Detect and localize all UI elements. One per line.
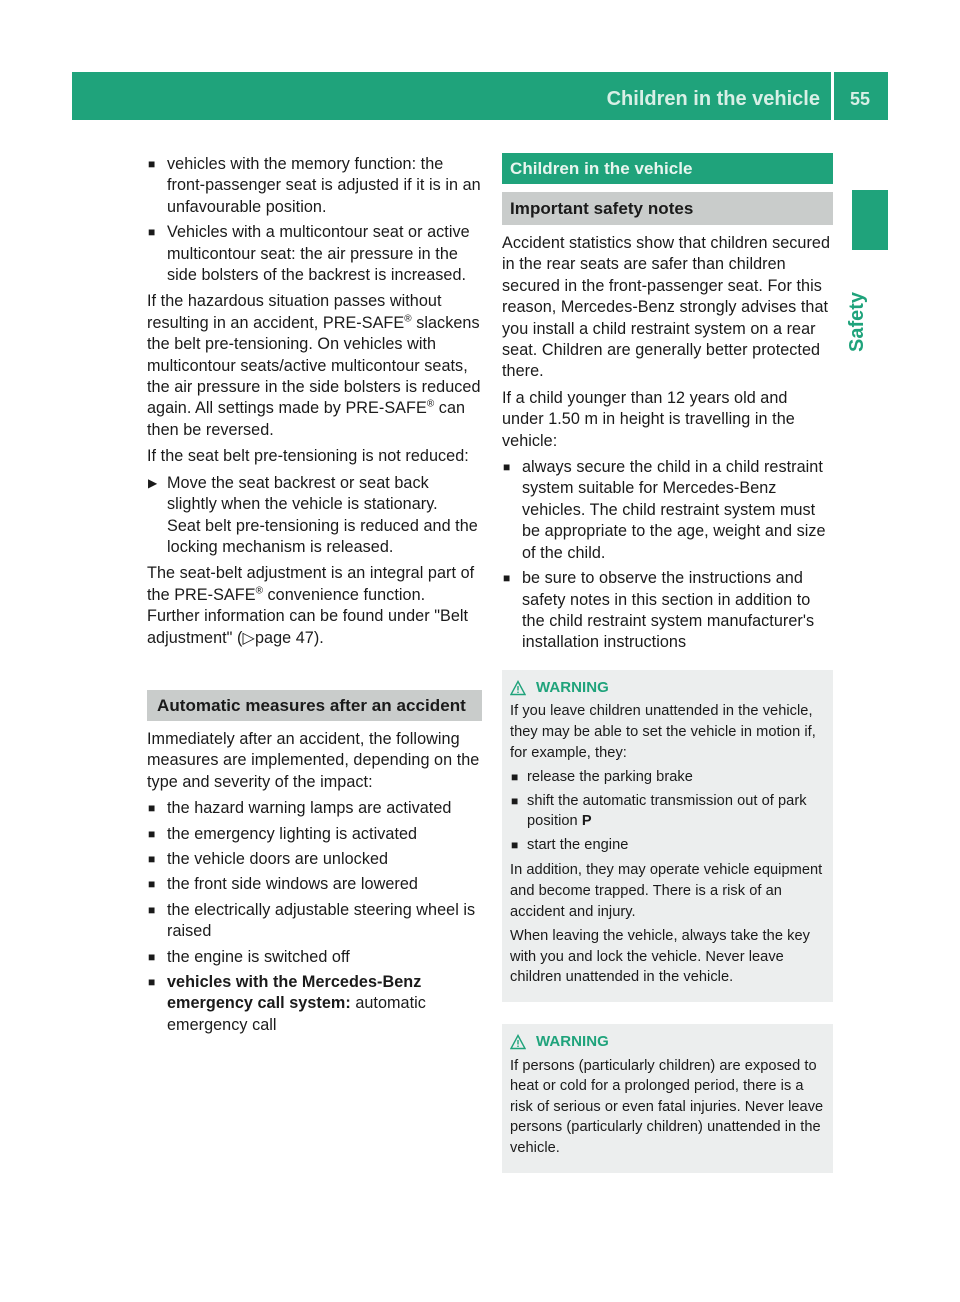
registered-mark: ® bbox=[426, 399, 435, 411]
bullet-icon: ■ bbox=[148, 877, 156, 892]
bullet-icon: ■ bbox=[511, 837, 519, 852]
bullet-list bbox=[502, 457, 833, 654]
bullet-icon: ■ bbox=[148, 851, 156, 866]
warning-title: WARNING bbox=[510, 678, 825, 699]
list-item: ■ vehicles with the Mercedes-Benz emergency call system: automatic emergency call bbox=[148, 973, 426, 1034]
section-tab bbox=[852, 190, 888, 250]
list-item: ■ be sure to observe the instructions and safety notes in this section in addition to the child restraint system manufacturer's installation instructions bbox=[503, 569, 815, 652]
list-item: ■ vehicles with the memory function: the front-passenger seat is adjusted if it is in an unfavourable position. bbox=[148, 155, 481, 216]
warning-title: WARNING bbox=[510, 1032, 825, 1053]
registered-mark: ® bbox=[255, 585, 263, 597]
page-ref-icon: ▷ bbox=[242, 628, 255, 647]
step-result: Seat belt pre-tensioning is reduced and the locking mechanism is released. bbox=[167, 516, 478, 556]
list-item: ■ the electrically adjustable steering wheel is raised bbox=[148, 900, 476, 941]
list-item: ■ shift the automatic transmission out of park position P bbox=[511, 792, 807, 830]
page-reference-link[interactable]: page 47 bbox=[254, 628, 314, 647]
page-header bbox=[72, 72, 888, 120]
paragraph: If the hazardous situation passes without resulting in an accident, PRE-SAFE® slackens the belt pre-tensioning. On vehicles with multicontour seats/active multicontour seats, the air pressure in the side bolsters is reduced again. All settings made by PRE-SAFE® can then be reversed. bbox=[147, 292, 481, 439]
paragraph: If the seat belt pre-tensioning is not reduced: bbox=[147, 447, 469, 466]
instruction-step: ▶ Move the seat backrest or seat back slightly when the vehicle is stationary. Seat belt pre-tensioning is reduced and the locking mechanism is released. bbox=[148, 473, 478, 556]
arrow-right-icon: ▶ bbox=[148, 475, 158, 490]
bullet-icon: ■ bbox=[148, 157, 156, 171]
list-item: ■ Vehicles with a multicontour seat or active multicontour seat: the air pressure in the side bolsters of the backrest is increased. bbox=[148, 223, 470, 285]
bullet-list bbox=[147, 154, 482, 286]
bullet-icon: ■ bbox=[148, 902, 156, 917]
bullet-icon: ■ bbox=[148, 975, 156, 989]
warning-box bbox=[502, 670, 833, 1002]
paragraph: Accident statistics show that children secured in the rear seats are safer than children secured in the front-passenger seat. For this reason, Mercedes-Benz strongly advises that you install a child restraint system on a rear seat. Children are generally better protected there. bbox=[502, 234, 831, 381]
warning-triangle-icon bbox=[510, 1034, 526, 1050]
left-column bbox=[147, 154, 482, 1041]
subsection-heading: Important safety notes bbox=[502, 192, 833, 225]
bullet-icon: ■ bbox=[148, 949, 156, 964]
bullet-icon: ■ bbox=[148, 826, 156, 841]
list-item: ■ always secure the child in a child restraint system suitable for Mercedes-Benz vehicles. The child restraint system must be appropriate to the age, weight and size of the child. bbox=[503, 458, 826, 562]
list-item: ■ the engine is switched off bbox=[147, 947, 482, 968]
bullet-icon: ■ bbox=[148, 801, 156, 816]
list-item: ■ the emergency lighting is activated bbox=[147, 824, 482, 845]
paragraph: The seat-belt adjustment is an integral part of the PRE-SAFE® convenience function. Further information can be found under "Belt adjustment" (▷page 47). bbox=[147, 564, 475, 647]
chapter-title: Children in the vehicle bbox=[606, 88, 820, 110]
bullet-icon: ■ bbox=[503, 571, 511, 586]
list-item: ■ release the parking brake bbox=[510, 767, 825, 788]
page-number: 55 bbox=[849, 89, 870, 109]
warning-text: In addition, they may operate vehicle equipment and become trapped. There is a risk of an accident and injury. bbox=[510, 862, 823, 920]
list-item: ■ the front side windows are lowered bbox=[147, 874, 482, 895]
registered-mark: ® bbox=[404, 313, 412, 325]
instruction-list bbox=[147, 473, 482, 559]
list-item: ■ the vehicle doors are unlocked bbox=[147, 849, 482, 870]
section-label: Safety bbox=[846, 291, 868, 352]
list-item: ■ the hazard warning lamps are activated bbox=[147, 798, 482, 819]
bullet-icon: ■ bbox=[503, 460, 511, 475]
warning-triangle-icon bbox=[510, 680, 526, 696]
paragraph: If a child younger than 12 years old and under 1.50 m in height is travelling in the vehicle: bbox=[502, 388, 795, 450]
section-heading: Automatic measures after an accident bbox=[147, 690, 482, 721]
warning-box bbox=[502, 1024, 833, 1173]
bullet-list bbox=[147, 798, 482, 1036]
bullet-icon: ■ bbox=[511, 770, 519, 785]
header-divider bbox=[831, 72, 834, 120]
warning-text: When leaving the vehicle, always take the key with you and lock the vehicle. Never leave children unattended in the vehicle. bbox=[510, 928, 810, 986]
bullet-icon: ■ bbox=[148, 225, 156, 240]
bullet-icon: ■ bbox=[511, 793, 519, 808]
warning-text: If you leave children unattended in the vehicle, they may be able to set the vehicle in motion if, for example, they: bbox=[510, 703, 816, 761]
warning-text: If persons (particularly children) are exposed to heat or cold for a prolonged period, there is a risk of serious or even fatal injuries. Never leave persons (particularly children) unattended in the vehicle. bbox=[510, 1057, 824, 1156]
paragraph: Immediately after an accident, the following measures are implemented, depending on the type and severity of the impact: bbox=[147, 729, 480, 791]
section-heading-main: Children in the vehicle bbox=[502, 153, 833, 184]
warning-list bbox=[510, 767, 825, 855]
list-item: ■ start the engine bbox=[510, 835, 825, 856]
right-column bbox=[502, 153, 833, 1173]
